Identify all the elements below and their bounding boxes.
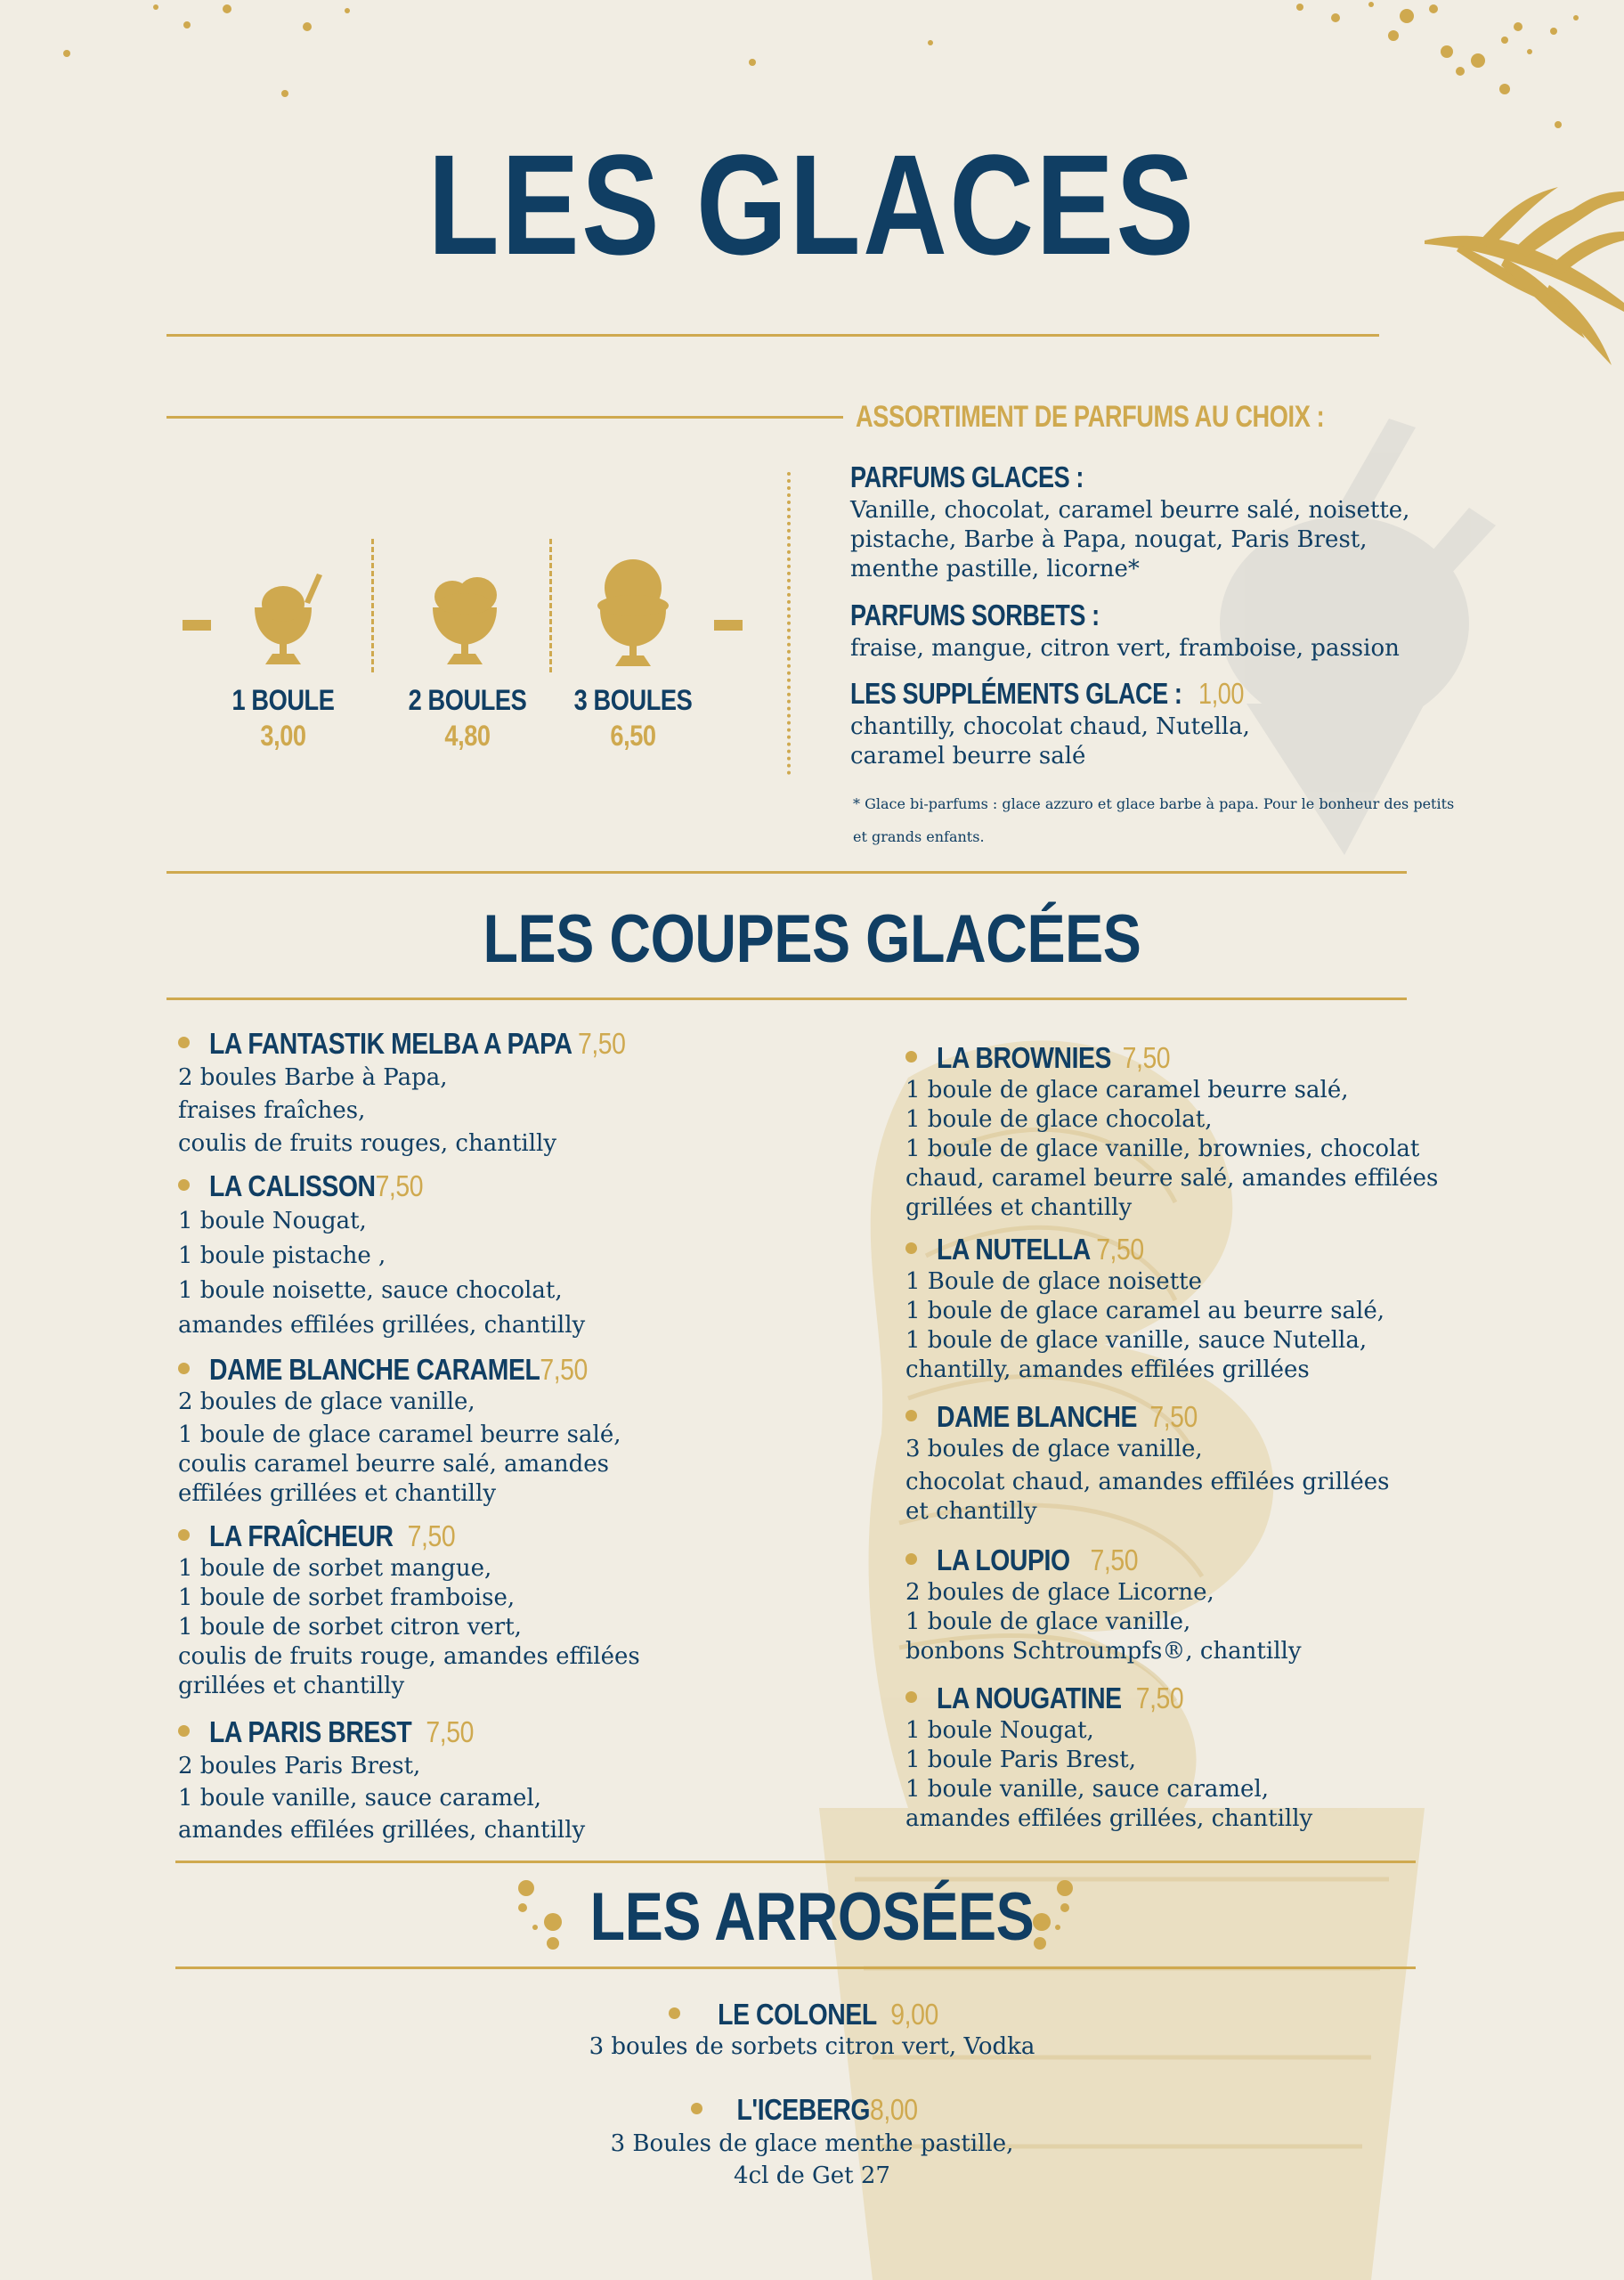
bullet-icon <box>669 2007 680 2019</box>
arrosee-item <box>0 1997 1624 2062</box>
bullet-icon <box>178 1037 190 1048</box>
scoop-price: 3,00 <box>260 720 306 752</box>
bullet-icon <box>178 1529 190 1541</box>
bullet-icon <box>905 1051 917 1063</box>
coupe-item <box>178 1026 694 1160</box>
coupe-name: LA FRAÎCHEUR <box>209 1519 394 1552</box>
scoop-option <box>207 682 359 753</box>
coupe-name: LA NUTELLA <box>937 1233 1090 1266</box>
coupe-price: 7,50 <box>375 1169 424 1202</box>
supplements-text: chantilly, chocolat chaud, Nutella, caramel beurre salé <box>850 713 1250 770</box>
parfums-glaces-text: Vanille, chocolat, caramel beurre salé, noisette, pistache, Barbe à Papa, nougat, Paris Brest, menthe pastille, licorne* <box>850 497 1410 582</box>
coupe-name: LA NOUGATINE <box>937 1682 1122 1714</box>
coupe-name: LA FANTASTIK MELBA A PAPA <box>209 1027 572 1060</box>
arrosee-description: 3 boules de sorbets citron vert, Vodka <box>589 2033 1035 2060</box>
parfums-sorbets-block <box>850 597 1400 664</box>
coupe-description: 2 boules de glace Licorne, 1 boule de glace vanille, bonbons Schtroumpfs®, chantilly <box>905 1579 1302 1665</box>
page-title: LES GLACES <box>427 125 1197 284</box>
arrosee-name: LE COLONEL <box>717 1998 876 2031</box>
coupe-item <box>905 1232 1384 1385</box>
dash-right <box>714 620 743 631</box>
scoop-price: 4,80 <box>444 720 491 752</box>
footnote: * Glace bi-parfums : glace azzuro et glace barbe à papa. Pour le bonheur des petits et grands enfants. <box>853 795 1455 845</box>
coupe-price: 7,50 <box>1122 1041 1171 1074</box>
coupe-price: 7,50 <box>1135 1682 1184 1714</box>
arrosee-description: 3 Boules de glace menthe pastille, 4cl de Get 27 <box>610 2130 1014 2189</box>
divider <box>175 1861 1416 1863</box>
coupe-name: LA BROWNIES <box>937 1041 1112 1074</box>
bullet-icon <box>905 1691 917 1703</box>
dotted-separator <box>787 472 791 775</box>
coupe-item <box>178 1168 585 1343</box>
bullet-icon <box>691 2103 702 2114</box>
coupe-price: 7,50 <box>1090 1543 1139 1576</box>
scoop-price: 6,50 <box>610 720 656 752</box>
supplements-title: LES SUPPLÉMENTS GLACE : <box>850 677 1182 710</box>
dotted-separator <box>371 539 374 672</box>
gold-splatter-decoration <box>0 0 1624 142</box>
coupe-price: 7,50 <box>540 1353 588 1386</box>
coupe-name: LA CALISSON <box>209 1169 376 1202</box>
coupe-description: 1 Boule de glace noisette 1 boule de glace caramel au beurre salé, 1 boule de glace vanille, sauce Nutella, chantilly, amandes effilées grillées <box>905 1268 1385 1383</box>
coupe-name: DAME BLANCHE <box>937 1400 1138 1433</box>
coupe-price: 7,50 <box>577 1027 626 1060</box>
divider <box>175 1966 1416 1969</box>
arrosees-title: LES ARROSÉES <box>589 1879 1035 1955</box>
dotted-separator <box>549 539 552 672</box>
coupe-description: 2 boules Paris Brest, 1 boule vanille, sauce caramel, amandes effilées grillées, chantilly <box>178 1753 586 1844</box>
parfums-sorbets-text: fraise, mangue, citron vert, framboise, passion <box>850 635 1400 662</box>
divider <box>166 998 1407 1000</box>
coupe-name: DAME BLANCHE CARAMEL <box>209 1353 540 1386</box>
coupe-name: LA PARIS BREST <box>209 1715 412 1748</box>
coupe-description: 3 boules de glace vanille, chocolat chaud, amandes effilées grillées et chantilly <box>905 1436 1390 1525</box>
two-scoops-icon <box>426 568 506 668</box>
dash-left <box>183 620 211 631</box>
scoop-option <box>557 682 709 753</box>
coupe-description: 2 boules Barbe à Papa, fraises fraîches, coulis de fruits rouges, chantilly <box>178 1064 557 1157</box>
divider <box>166 871 1407 874</box>
coupe-item <box>178 1714 585 1846</box>
coupe-description: 1 boule Nougat, 1 boule pistache , 1 boule noisette, sauce chocolat, amandes effilées grillées, chantilly <box>178 1208 586 1339</box>
parfums-glaces-title: PARFUMS GLACES : <box>850 460 1084 493</box>
three-scoops-icon <box>593 554 673 670</box>
coupes-title: LES COUPES GLACÉES <box>483 901 1141 977</box>
coupe-price: 7,50 <box>426 1715 474 1748</box>
coupe-price: 7,50 <box>1149 1400 1198 1433</box>
coupe-description: 1 boule Nougat, 1 boule Paris Brest, 1 boule vanille, sauce caramel, amandes effilées grillées, chantilly <box>905 1717 1313 1832</box>
assortiment-heading: ASSORTIMENT DE PARFUMS AU CHOIX : <box>856 400 1325 434</box>
scoop-label: 3 BOULES <box>573 684 693 716</box>
supplements-price: 1,00 <box>1198 677 1245 710</box>
coupe-item <box>178 1352 649 1509</box>
coupe-description: 1 boule de glace caramel beurre salé, 1 boule de glace chocolat, 1 boule de glace vanille, brownies, chocolat chaud, caramel beurre salé, amandes effilées grillées et chantilly <box>905 1077 1439 1221</box>
coupe-item <box>905 1543 1302 1666</box>
arrosee-price: 8,00 <box>870 2093 919 2126</box>
arrosee-name: L'ICEBERG <box>736 2093 871 2126</box>
scoop-label: 2 BOULES <box>408 684 527 716</box>
arrosee-item <box>0 2092 1624 2192</box>
one-scoop-icon <box>248 570 328 668</box>
bullet-icon <box>178 1725 190 1737</box>
coupe-item <box>905 1681 1312 1834</box>
coupe-price: 7,50 <box>407 1519 456 1552</box>
parfums-glaces-block <box>850 459 1409 584</box>
coupe-description: 1 boule de sorbet mangue, 1 boule de sorbet framboise, 1 boule de sorbet citron vert, coulis de fruits rouge, amandes effilées grillées et chantilly <box>178 1555 640 1699</box>
scoop-label: 1 BOULE <box>231 684 335 716</box>
coupe-item <box>905 1040 1438 1223</box>
scoop-option <box>392 682 543 753</box>
bullet-icon <box>905 1553 917 1565</box>
bullet-icon <box>905 1410 917 1421</box>
bullet-icon <box>178 1179 190 1191</box>
arrosee-price: 9,00 <box>889 1998 938 2031</box>
divider <box>166 416 843 419</box>
supplements-block <box>850 675 1330 771</box>
coupe-price: 7,50 <box>1096 1233 1144 1266</box>
coupe-description: 2 boules de glace vanille, 1 boule de glace caramel beurre salé, coulis caramel beurre salé, amandes effilées grillées et chantilly <box>178 1388 621 1507</box>
bullet-icon <box>178 1363 190 1374</box>
divider <box>166 334 1379 337</box>
parfums-sorbets-title: PARFUMS SORBETS : <box>850 598 1100 631</box>
coupe-item <box>178 1519 640 1701</box>
coupe-item <box>905 1399 1389 1527</box>
bullet-icon <box>905 1242 917 1254</box>
coupe-name: LA LOUPIO <box>937 1543 1070 1576</box>
